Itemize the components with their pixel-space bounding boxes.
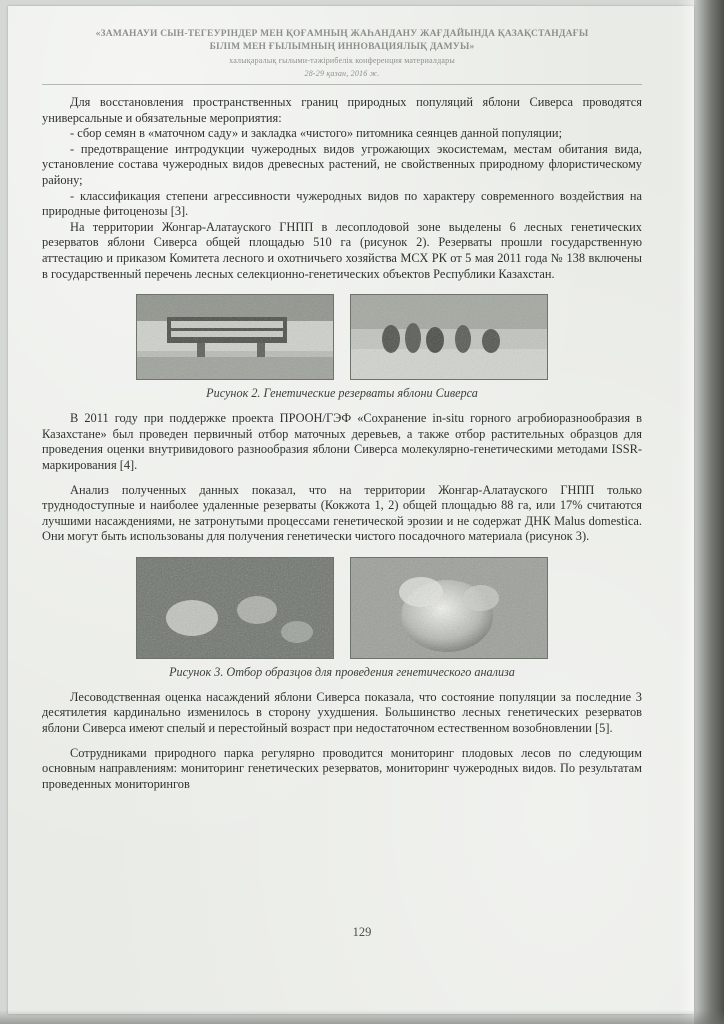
paragraph-bullet-1: - сбор семян в «маточном саду» и закладка «чистого» питомника сеянцев данной популяции; <box>70 126 563 141</box>
figure-3-caption: Рисунок 3. Отбор образцов для проведения генетического анализа <box>169 664 515 679</box>
paragraph-intro: Для восстановления пространственных границ природных популяций яблони Сиверса проводятся универсальные и обязательные мероприятия: <box>42 95 642 125</box>
figure-2-caption: Рисунок 2. Генетические резерваты яблони Сиверса <box>206 386 478 401</box>
book-binding-edge <box>694 0 724 1024</box>
photo-sign-board <box>136 294 334 380</box>
photo-field-group <box>350 294 548 380</box>
header-line-4: 28-29 қазан, 2016 ж. <box>304 69 380 78</box>
header-line-2: БІЛІМ МЕН ҒЫЛЫМНЫҢ ИННОВАЦИЯЛЫҚ ДАМУЫ» <box>209 42 475 52</box>
paragraph-undp: В 2011 году при поддержке проекта ПРООН/ГЭФ «Сохранение in-situ горного агробиоразнообразия в Казахстане» был проведен первичный отбор маточных деревьев, а также отбор растительных образцов для проведения оценки внутривидового разнообразия яблони Сиверса молекулярно-генетическими методами ISSR-маркирования [4]. <box>42 411 642 472</box>
paragraph-bullet-3: - классификация степени агрессивности чужеродных видов по характеру современного воздействия на природные фитоценозы [3]. <box>42 188 642 219</box>
figure-3-images <box>42 557 642 659</box>
figure-2-images <box>42 294 642 380</box>
photo-dark-foliage-content <box>137 558 333 658</box>
page-content <box>42 28 642 792</box>
photo-apple-closeup-content <box>351 558 547 658</box>
photo-sign-board-content <box>137 295 333 379</box>
running-header <box>42 28 642 80</box>
photo-dark-foliage <box>136 557 334 659</box>
paragraph-silviculture: Лесоводственная оценка насаждений яблони Сиверса показала, что состояние популяции за последние 3 десятилетия кардинально изменилось в сторону ухудшения. Большинство лесных генетических резерватов яблони Сиверса имеют спелый и перестойный возраст при недостаточном естественном возобновлении [5]. <box>42 689 642 736</box>
paragraph-bullet-2: - предотвращение интродукции чужеродных видов угрожающих экосистемам, местам обитания вида, установление состава чужеродных видов древесных растений, не свойственных природному флористическому району; <box>42 141 642 187</box>
photo-field-group-content <box>351 295 547 379</box>
header-line-1: «ЗАМАНАУИ СЫН-ТЕГЕУРІНДЕР МЕН ҚОҒАМНЫҢ ЖАҺАНДАНУ ЖАҒДАЙЫНДА ҚАЗАҚСТАНДАҒЫ <box>95 29 589 39</box>
paragraph-reserves: На территории Жонгар-Алатауского ГНПП в лесоплодовой зоне выделены 6 лесных генетических резерватов яблони Сиверса общей площадью 510 га (рисунок 2). Резерваты прошли государственную аттестацию и приказом Комитета лесного и охотничьего хозяйства МСХ РК от 5 мая 2011 года № 138 включены в государственный перечень лесных селекционно-генетических объектов Республики Казахстан. <box>42 219 642 281</box>
page-number: 129 <box>352 925 372 939</box>
page-gutter-highlight <box>678 0 694 1024</box>
paragraph-monitoring: Сотрудниками природного парка регулярно проводится мониторинг плодовых лесов по следующим основным направлениям: мониторинг генетических резерватов, мониторинг чужеродных видов. По результатам проведенных мониторингов <box>42 745 642 791</box>
page-bottom-shadow <box>0 1010 724 1024</box>
paragraph-analysis: Анализ полученных данных показал, что на территории Жонгар-Алатауского ГНПП только труднодоступные и наиболее удаленные резерваты (Кокжота 1, 2) общей площадью 88 га, или 17% считаются лучшими насаждениями, не затронутыми процессами генетической эрозии и не содержат ДНК Malus domestica. Они могут быть использованы для получения генетически чистого посадочного материала (рисунок 3). <box>42 482 642 544</box>
header-line-3: халықаралық ғылыми-тәжірибелік конференция материалдары <box>229 56 455 65</box>
header-divider <box>42 84 642 85</box>
photo-apple-closeup <box>350 557 548 659</box>
